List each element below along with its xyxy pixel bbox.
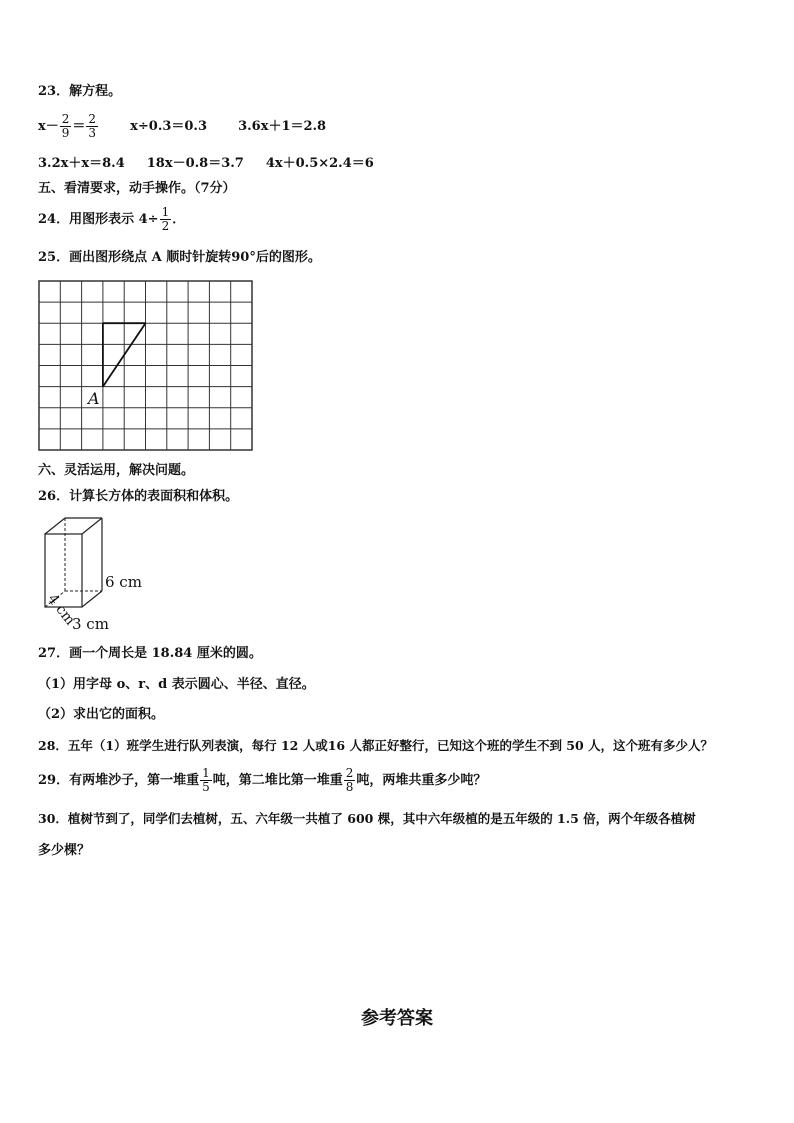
q23-eq1-fraction-b: $\frac{2}{3}$ (88, 112, 97, 140)
q27-question: 27．画一个周长是 18.84 厘米的圆。 (38, 646, 262, 661)
q23-eq3: 3.6x＋1＝2.8 (238, 119, 327, 134)
q23-eq5: 18x－0.8＝3.7 (146, 156, 244, 171)
q23-equation-row-1 (38, 112, 326, 144)
q24-question: 24．用图形表示 4÷ $\frac{1}{2}$ ． (38, 205, 186, 233)
point-a-label: A (88, 389, 100, 408)
q30-question-line-1: 30．植树节到了，同学们去植树，五、六年级一共植了 600 棵，其中六年级植的是五年级的 1.5 倍，两个年级各植树 (38, 811, 696, 826)
grid-lines (39, 281, 252, 450)
q27-sub-2: （2）求出它的面积。 (38, 707, 165, 722)
q26-cuboid-figure (34, 516, 154, 634)
q23-eq1-fraction-a: $\frac{2}{9}$ (61, 112, 70, 140)
section-5-heading: 五、看清要求，动手操作。（7分） (38, 181, 236, 196)
q23-eq1-equals: ＝ (72, 119, 86, 134)
q29-fraction-1: $\frac{1}{5}$ (202, 766, 210, 794)
q29-fraction-2: $\frac{2}{8}$ (345, 766, 354, 794)
q23-eq1-left: x－ (38, 119, 59, 134)
q25-grid-figure (38, 280, 258, 452)
q23-eq2: x÷0.3＝0.3 (130, 119, 208, 134)
q30-question-line-2: 多少棵？ (38, 843, 91, 858)
answer-section-title: 参考答案 (361, 1008, 433, 1029)
q27-sub-1: （1）用字母 o、r、d 表示圆心、半径、直径。 (38, 677, 315, 692)
q28-question: 28．五年（1）班学生进行队列表演，每行 12 人或16 人都正好整行，已知这个班的学生不到 50 人，这个班有多少人？ (38, 738, 714, 753)
q23-title: 23．解方程。 (38, 84, 122, 99)
q23-eq4: 3.2x＋x＝8.4 (38, 156, 125, 171)
width-label: 3 cm (72, 615, 109, 633)
height-label: 6 cm (105, 573, 142, 591)
depth-label: 4 cm (44, 591, 79, 629)
q25-question: 25．画出图形绕点 A 顺时针旋转90°后的图形。 (38, 250, 321, 265)
q29-question: 29．有两堆沙子，第一堆重 $\frac{1}{5}$ 吨，第二堆比第一堆重 $\frac{2}{8}$ 吨，两堆共重多少吨？ (38, 766, 487, 794)
q23-equation-row-2 (38, 156, 374, 172)
section-6-heading: 六、灵活运用，解决问题。 (38, 463, 195, 478)
q26-question: 26．计算长方体的表面积和体积。 (38, 489, 239, 504)
q23-eq6: 4x＋0.5×2.4＝6 (265, 156, 374, 171)
q24-fraction: $\frac{1}{2}$ (161, 205, 170, 233)
